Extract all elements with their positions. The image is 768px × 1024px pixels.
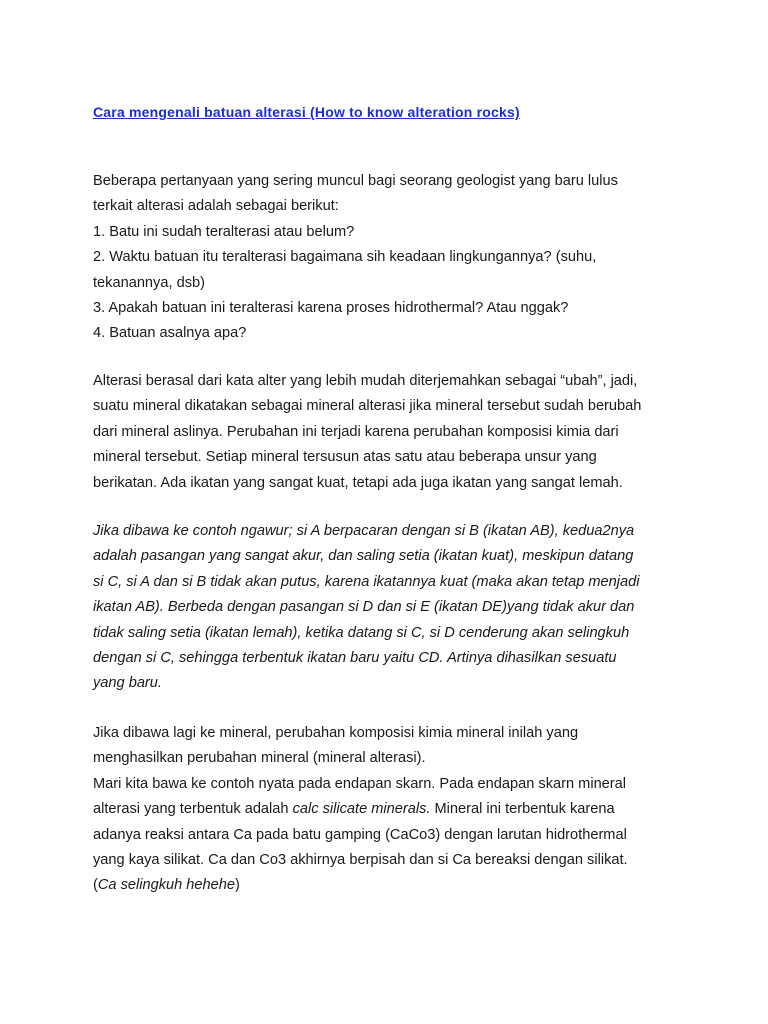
text-line: Mari kita bawa ke contoh nyata pada endapan skarn. Pada endapan skarn mineral [93,775,627,792]
text-line: tidak saling setia (ikatan lemah), ketika datang si C, si D cenderung akan selingkuh [93,624,630,641]
text-line: menghasilkan perubahan mineral (mineral alterasi). [93,750,426,767]
list-item: 1. Batu ini sudah teralterasi atau belum? [93,223,355,240]
text-line: mineral tersebut. Setiap mineral tersusun atas satu atau beberapa unsur yang [93,449,597,466]
text-line: adalah pasangan yang sangat akur, dan saling setia (ikatan kuat), meskipun datang [93,548,634,565]
text-line: Beberapa pertanyaan yang sering muncul bagi seorang geologist yang baru lulus [93,173,618,189]
paragraph-definition [93,369,693,496]
text-line: ikatan AB). Berbeda dengan pasangan si D dan si E (ikatan DE)yang tidak akur dan [93,599,635,616]
text-segment: ( [93,877,98,894]
paragraph-skarn-example [93,721,693,899]
list-item: 2. Waktu batuan itu teralterasi bagaimana sih keadaan lingkungannya? (suhu, [93,249,597,266]
text-line: dengan si C, sehingga terbentuk ikatan baru yaitu CD. Artinya dihasilkan sesuatu [93,650,617,667]
text-line: suatu mineral dikatakan sebagai mineral alterasi jika mineral tersebut sudah berubah [93,398,642,415]
text-line [93,797,693,822]
text-segment: Mineral ini terbentuk karena [430,801,615,818]
list-item: 3. Apakah batuan ini teralterasi karena proses hidrothermal? Atau nggak? [93,300,569,317]
paragraph-intro-questions [93,169,693,347]
paragraph-analogy [93,519,693,697]
text-line: adanya reaksi antara Ca pada batu gamping (CaCo3) dengan larutan hidrothermal [93,826,627,843]
text-line: yang kaya silikat. Ca dan Co3 akhirnya berpisah dan si Ca bereaksi dengan silikat. [93,852,628,869]
text-line: Jika dibawa ke contoh ngawur; si A berpacaran dengan si B (ikatan AB), kedua2nya [93,523,635,539]
text-segment: alterasi yang terbentuk adalah [93,801,293,818]
title-link[interactable]: Cara mengenali batuan alterasi (How to know alteration rocks) [93,104,520,120]
italic-term: calc silicate minerals. [292,801,431,818]
text-line: Alterasi berasal dari kata alter yang lebih mudah diterjemahkan sebagai “ubah”, jadi, [93,373,638,389]
text-line [93,873,693,898]
text-line: yang baru. [93,675,162,692]
text-line: berikatan. Ada ikatan yang sangat kuat, tetapi ada juga ikatan yang sangat lemah. [93,474,623,491]
text-line: tekanannya, dsb) [93,274,205,291]
text-line: dari mineral aslinya. Perubahan ini terjadi karena perubahan komposisi kimia dari [93,423,619,440]
list-item: 4. Batuan asalnya apa? [93,325,247,342]
text-line: Jika dibawa lagi ke mineral, perubahan komposisi kimia mineral inilah yang [93,725,579,741]
text-line: terkait alterasi adalah sebagai berikut: [93,198,339,215]
italic-aside: Ca selingkuh hehehe [97,877,235,894]
text-line: si C, si A dan si B tidak akan putus, karena ikatannya kuat (maka akan tetap menjadi [93,573,640,590]
text-segment: ) [235,877,240,894]
